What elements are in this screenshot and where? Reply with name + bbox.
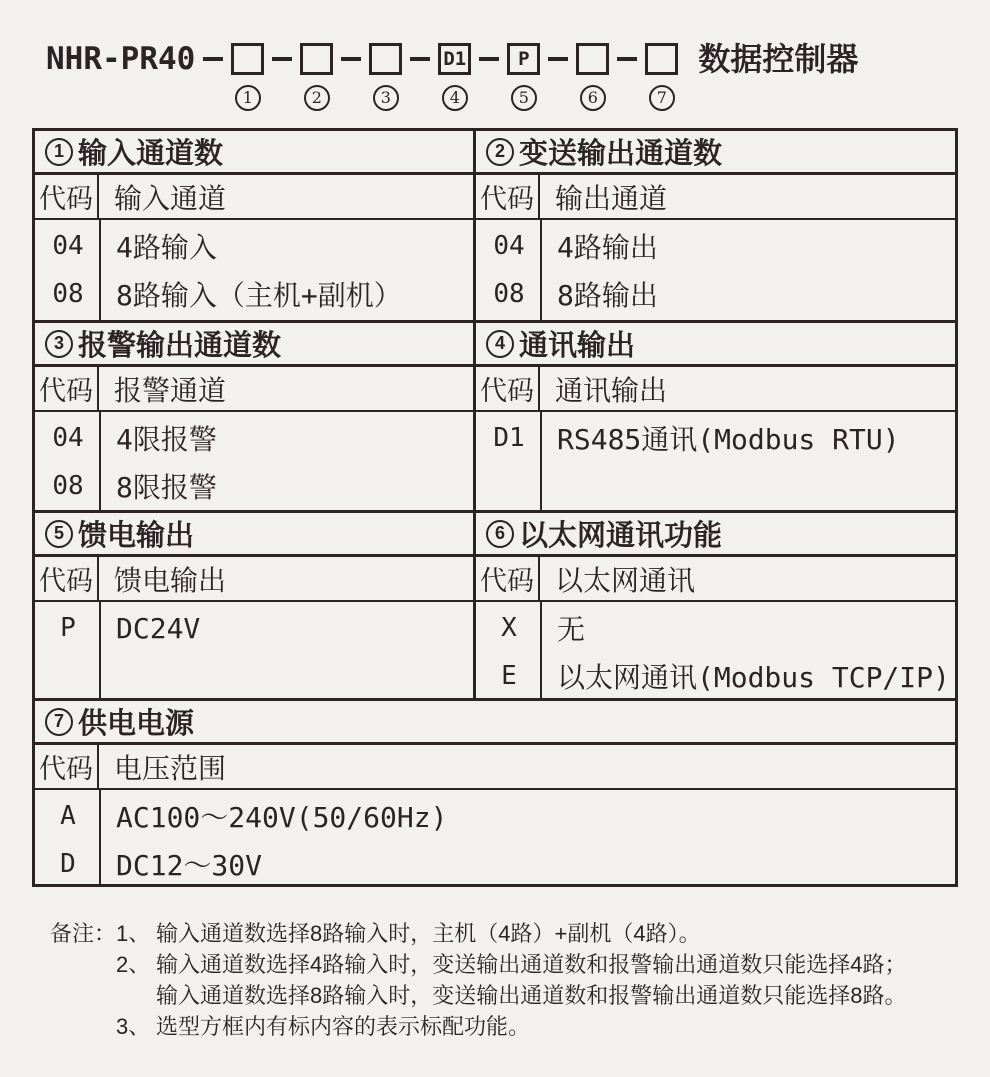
code-header-cell: 代码 — [476, 367, 540, 410]
code-cell: A — [60, 801, 76, 831]
section-title-text: 输入通道数 — [78, 138, 224, 170]
section-transmit-output-channels — [476, 131, 955, 320]
desc-cell: 4限报警 — [116, 423, 217, 456]
table-band-3 — [35, 510, 955, 698]
note-line-3 — [116, 1011, 906, 1042]
circled-number-5: 5 — [511, 85, 537, 111]
desc-cell: DC12～30V — [116, 849, 263, 882]
dash-icon — [341, 57, 361, 61]
model-segment-1 — [195, 40, 264, 111]
table-band-4 — [35, 698, 955, 884]
section-number-icon: 6 — [486, 520, 514, 548]
desc-cell: AC100～240V(50/60Hz) — [116, 801, 448, 834]
note-lines — [116, 918, 906, 1042]
model-prefix: NHR-PR40 — [46, 41, 196, 77]
model-segment-7 — [609, 40, 678, 111]
code-header-cell: 代码 — [35, 175, 99, 218]
dash-separator — [195, 40, 231, 78]
note-marker: 3、 — [116, 1014, 151, 1039]
code-cell: 08 — [52, 471, 84, 501]
desc-cell: 4路输出 — [557, 231, 658, 264]
note-marker: 2、 — [116, 952, 151, 977]
desc-header-cell: 通讯输出 — [555, 374, 668, 406]
note-text: 输入通道数选择8路输入时，主机（4路）+副机（4路）。 — [156, 921, 701, 946]
note-text: 选型方框内有标内容的表示标配功能。 — [156, 1014, 531, 1039]
desc-header-cell: 馈电输出 — [114, 564, 227, 596]
section-alarm-output-channels — [35, 323, 473, 510]
model-segment-3 — [333, 40, 402, 111]
section-communication-output — [476, 323, 955, 510]
notes — [50, 918, 960, 1042]
dash-separator — [540, 40, 576, 78]
code-header-cell: 代码 — [476, 175, 540, 218]
section-title — [476, 323, 955, 367]
dash-icon — [272, 57, 292, 61]
selection-table — [32, 128, 958, 887]
code-header-cell: 代码 — [476, 557, 540, 600]
section-number-icon: 7 — [45, 708, 73, 736]
section-ethernet-communication — [476, 513, 955, 698]
section-subheader — [35, 557, 473, 602]
dash-separator — [471, 40, 507, 78]
circled-number-6: 6 — [580, 85, 606, 111]
code-cell: P — [60, 613, 76, 643]
code-cell: 04 — [52, 231, 84, 261]
note-line-2-continued — [156, 980, 906, 1011]
desc-cell: 8路输入（主机+副机） — [116, 279, 402, 312]
model-suffix: 数据控制器 — [698, 41, 859, 77]
code-cell: 04 — [52, 423, 84, 453]
section-body — [35, 790, 955, 884]
circled-number-3: 3 — [373, 85, 399, 111]
section-body — [476, 220, 955, 320]
desc-header-cell: 输出通道 — [555, 182, 668, 214]
model-box-1 — [231, 43, 264, 75]
desc-header-cell: 报警通道 — [114, 374, 227, 406]
dash-icon — [548, 57, 568, 61]
dash-separator — [333, 40, 369, 78]
code-cell: E — [501, 661, 517, 691]
desc-cell: 8限报警 — [116, 471, 217, 504]
section-body — [35, 220, 473, 320]
code-cell: D1 — [493, 423, 525, 453]
section-subheader — [476, 175, 955, 220]
dash-icon — [410, 57, 430, 61]
section-title — [476, 131, 955, 175]
desc-cell: 4路输入 — [116, 231, 217, 264]
model-segment-2 — [264, 40, 333, 111]
model-box-5: P — [507, 43, 540, 75]
notes-label: 备注： — [50, 921, 117, 946]
dash-icon — [617, 57, 637, 61]
note-line-1 — [116, 918, 906, 949]
dash-separator — [402, 40, 438, 78]
dash-icon — [203, 57, 223, 61]
code-cell: 04 — [493, 231, 525, 261]
note-text: 输入通道数选择8路输入时，变送输出通道数和报警输出通道数只能选择8路。 — [156, 983, 907, 1008]
model-line — [46, 40, 858, 111]
section-body — [35, 412, 473, 510]
desc-header-cell: 以太网通讯 — [555, 564, 696, 596]
model-box-3 — [369, 43, 402, 75]
model-segment-5 — [471, 40, 540, 111]
section-body — [476, 412, 955, 510]
desc-header-cell: 电压范围 — [114, 752, 227, 784]
note-marker: 1、 — [116, 921, 151, 946]
model-segment-6 — [540, 40, 609, 111]
circled-number-4: 4 — [442, 85, 468, 111]
model-segment-4 — [402, 40, 471, 111]
section-title-text: 通讯输出 — [519, 330, 636, 362]
circled-number-7: 7 — [649, 85, 675, 111]
code-header-cell: 代码 — [35, 745, 99, 788]
desc-cell: 无 — [557, 613, 586, 646]
model-box-4: D1 — [438, 43, 471, 75]
model-box-7 — [645, 43, 678, 75]
section-title — [35, 701, 955, 745]
circled-number-2: 2 — [304, 85, 330, 111]
section-subheader — [476, 367, 955, 412]
section-number-icon: 2 — [486, 138, 514, 166]
note-text: 输入通道数选择4路输入时，变送输出通道数和报警输出通道数只能选择4路； — [156, 952, 907, 977]
section-number-icon: 5 — [45, 520, 73, 548]
section-subheader — [35, 175, 473, 220]
section-subheader — [35, 745, 955, 790]
code-cell: 08 — [52, 279, 84, 309]
table-band-2 — [35, 320, 955, 510]
dash-separator — [609, 40, 645, 78]
model-box-6 — [576, 43, 609, 75]
desc-cell: 8路输出 — [557, 279, 658, 312]
section-body — [35, 602, 473, 698]
section-number-icon: 3 — [45, 330, 73, 358]
model-box-2 — [300, 43, 333, 75]
section-subheader — [476, 557, 955, 602]
section-feed-power-output — [35, 513, 473, 698]
code-cell: X — [501, 613, 517, 643]
circled-number-1: 1 — [235, 85, 261, 111]
code-cell: D — [60, 849, 76, 879]
section-input-channels — [35, 131, 473, 320]
code-header-cell: 代码 — [35, 557, 99, 600]
section-title-text: 馈电输出 — [78, 520, 195, 552]
code-header-cell: 代码 — [35, 367, 99, 410]
desc-cell: RS485通讯(Modbus RTU) — [557, 423, 900, 456]
desc-cell: DC24V — [116, 611, 201, 645]
section-title-text: 变送输出通道数 — [519, 138, 723, 170]
section-title-text: 供电电源 — [78, 708, 195, 740]
table-band-1 — [35, 131, 955, 320]
desc-header-cell: 输入通道 — [114, 182, 227, 214]
dash-separator — [264, 40, 300, 78]
section-title-text: 报警输出通道数 — [78, 330, 282, 362]
section-number-icon: 1 — [45, 138, 73, 166]
section-body — [476, 602, 955, 698]
section-title — [35, 131, 473, 175]
section-subheader — [35, 367, 473, 412]
section-number-icon: 4 — [486, 330, 514, 358]
section-title — [35, 513, 473, 557]
section-title-text: 以太网通讯功能 — [519, 520, 723, 552]
section-power-supply — [35, 701, 955, 884]
code-cell: 08 — [493, 279, 525, 309]
desc-cell: 以太网通讯(Modbus TCP/IP) — [557, 661, 950, 694]
section-title — [35, 323, 473, 367]
section-title — [476, 513, 955, 557]
note-line-2 — [116, 949, 906, 980]
dash-icon — [479, 57, 499, 61]
